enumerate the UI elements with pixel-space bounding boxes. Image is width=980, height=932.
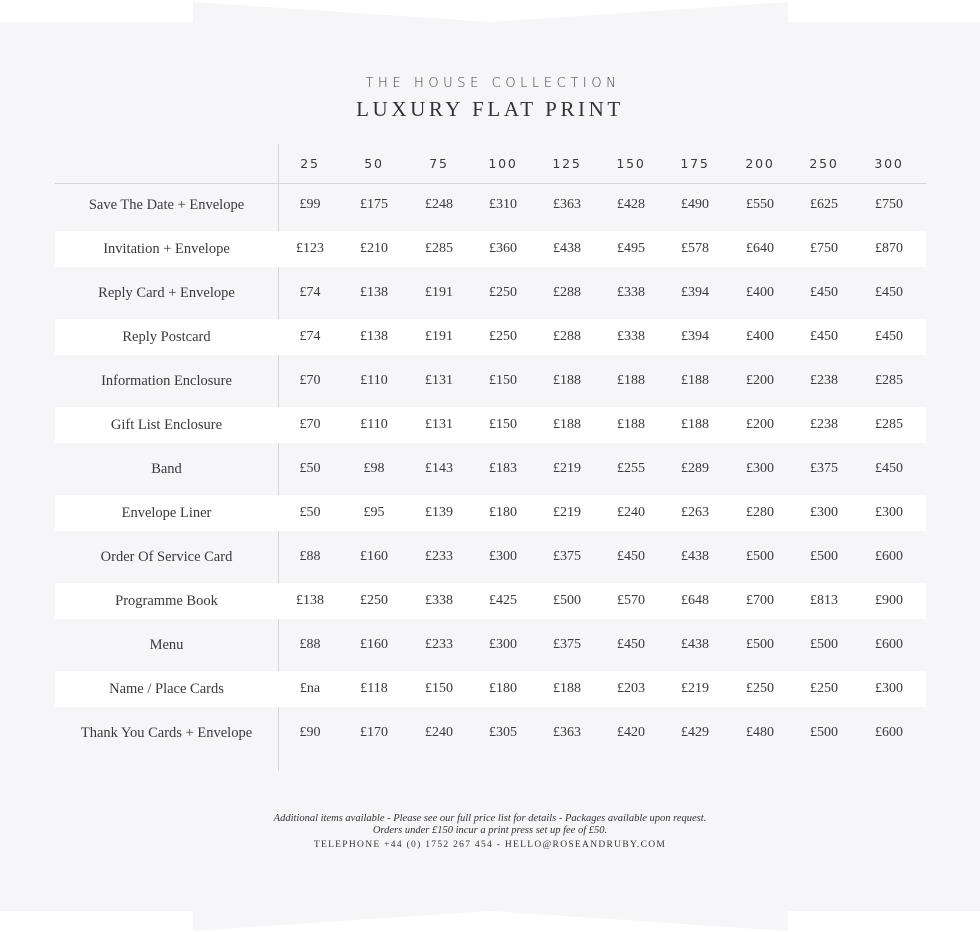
price-cell: £238 bbox=[810, 417, 838, 432]
price-cell: £138 bbox=[296, 593, 324, 608]
price-cell: £490 bbox=[681, 197, 709, 212]
price-cell: £750 bbox=[810, 241, 838, 256]
price-cell: £180 bbox=[489, 505, 517, 520]
price-cell: £285 bbox=[875, 417, 903, 432]
table-row bbox=[55, 363, 926, 399]
price-cell: £88 bbox=[299, 549, 321, 564]
price-cell: £248 bbox=[425, 197, 453, 212]
price-cell: £480 bbox=[746, 725, 774, 740]
table-row bbox=[55, 231, 926, 267]
quantity-header-7: 200 bbox=[745, 156, 775, 171]
price-cell: £450 bbox=[875, 461, 903, 476]
price-cell: £250 bbox=[360, 593, 388, 608]
price-cell: £131 bbox=[425, 417, 453, 432]
price-cell: £438 bbox=[681, 549, 709, 564]
item-name: Save The Date + Envelope bbox=[88, 197, 245, 213]
price-cell: £280 bbox=[746, 505, 774, 520]
price-cell: £188 bbox=[617, 373, 645, 388]
price-cell: £600 bbox=[875, 549, 903, 564]
price-cell: £363 bbox=[553, 725, 581, 740]
price-cell: £400 bbox=[746, 329, 774, 344]
item-name: Name / Place Cards bbox=[109, 681, 224, 697]
item-name: Envelope Liner bbox=[121, 505, 212, 521]
price-cell: £310 bbox=[489, 197, 517, 212]
price-cell: £338 bbox=[617, 329, 645, 344]
price-cell: £250 bbox=[489, 329, 517, 344]
price-cell: £118 bbox=[360, 681, 388, 696]
item-name: Menu bbox=[149, 637, 184, 653]
price-cell: £188 bbox=[553, 373, 581, 388]
price-cell: £870 bbox=[875, 241, 903, 256]
price-cell: £110 bbox=[360, 373, 388, 388]
price-cell: £170 bbox=[360, 725, 388, 740]
price-cell: £188 bbox=[681, 373, 709, 388]
price-cell: £300 bbox=[875, 505, 903, 520]
price-cell: £98 bbox=[363, 461, 385, 476]
price-cell: £219 bbox=[553, 461, 581, 476]
price-cell: £219 bbox=[681, 681, 709, 696]
quantity-header-6: 175 bbox=[680, 156, 710, 171]
price-cell: £450 bbox=[875, 285, 903, 300]
price-cell: £450 bbox=[875, 329, 903, 344]
price-cell: £500 bbox=[810, 725, 838, 740]
price-cell: £394 bbox=[681, 285, 709, 300]
quantity-header-5: 150 bbox=[616, 156, 646, 171]
price-cell: £70 bbox=[299, 417, 321, 432]
price-cell: £160 bbox=[360, 549, 388, 564]
price-cell: £300 bbox=[875, 681, 903, 696]
price-cell: £160 bbox=[360, 637, 388, 652]
price-cell: £375 bbox=[553, 549, 581, 564]
price-cell: £500 bbox=[810, 549, 838, 564]
price-cell: £375 bbox=[553, 637, 581, 652]
price-cell: £425 bbox=[489, 593, 517, 608]
footer-contact: TELEPHONE +44 (0) 1752 267 454 - HELLO@ROSEANDRUBY.COM bbox=[313, 840, 667, 850]
page-title: LUXURY FLAT PRINT bbox=[356, 97, 624, 121]
price-cell: £na bbox=[299, 681, 321, 696]
table-row bbox=[55, 319, 926, 355]
price-cell: £648 bbox=[681, 593, 709, 608]
price-cell: £70 bbox=[299, 373, 321, 388]
table-row bbox=[55, 451, 926, 487]
price-cell: £150 bbox=[489, 417, 517, 432]
quantity-header-9: 300 bbox=[874, 156, 904, 171]
item-name: Invitation + Envelope bbox=[103, 241, 230, 257]
quantity-header-4: 125 bbox=[552, 156, 582, 171]
item-name: Band bbox=[151, 461, 182, 477]
price-cell: £250 bbox=[489, 285, 517, 300]
price-cell: £99 bbox=[299, 197, 321, 212]
item-name: Reply Postcard bbox=[122, 329, 211, 345]
price-cell: £450 bbox=[617, 637, 645, 652]
price-cell: £238 bbox=[810, 373, 838, 388]
price-cell: £375 bbox=[810, 461, 838, 476]
price-cell: £74 bbox=[299, 329, 321, 344]
price-cell: £131 bbox=[425, 373, 453, 388]
item-name: Order Of Service Card bbox=[100, 549, 233, 565]
price-cell: £363 bbox=[553, 197, 581, 212]
table-row bbox=[55, 539, 926, 575]
table-row bbox=[55, 407, 926, 443]
quantity-header-row bbox=[0, 148, 980, 178]
quantity-header-0: 25 bbox=[300, 156, 320, 171]
price-cell: £188 bbox=[617, 417, 645, 432]
price-cell: £420 bbox=[617, 725, 645, 740]
price-cell: £438 bbox=[553, 241, 581, 256]
price-cell: £900 bbox=[875, 593, 903, 608]
price-cell: £300 bbox=[810, 505, 838, 520]
table-row bbox=[55, 715, 926, 751]
price-cell: £219 bbox=[553, 505, 581, 520]
price-cell: £88 bbox=[299, 637, 321, 652]
price-cell: £250 bbox=[746, 681, 774, 696]
price-cell: £95 bbox=[363, 505, 385, 520]
price-cell: £500 bbox=[746, 637, 774, 652]
price-cell: £500 bbox=[810, 637, 838, 652]
header bbox=[0, 76, 980, 122]
price-cell: £233 bbox=[425, 549, 453, 564]
price-cell: £300 bbox=[489, 637, 517, 652]
price-cell: £50 bbox=[299, 505, 321, 520]
quantity-header-8: 250 bbox=[809, 156, 839, 171]
price-cell: £255 bbox=[617, 461, 645, 476]
price-cell: £240 bbox=[617, 505, 645, 520]
price-cell: £495 bbox=[617, 241, 645, 256]
table-row bbox=[55, 275, 926, 311]
price-cell: £240 bbox=[425, 725, 453, 740]
price-cell: £180 bbox=[489, 681, 517, 696]
price-cell: £500 bbox=[746, 549, 774, 564]
price-cell: £300 bbox=[746, 461, 774, 476]
price-cell: £285 bbox=[875, 373, 903, 388]
price-cell: £191 bbox=[425, 329, 453, 344]
price-cell: £500 bbox=[553, 593, 581, 608]
price-cell: £305 bbox=[489, 725, 517, 740]
price-cell: £813 bbox=[810, 593, 838, 608]
price-cell: £138 bbox=[360, 329, 388, 344]
price-cell: £183 bbox=[489, 461, 517, 476]
price-cell: £150 bbox=[489, 373, 517, 388]
price-cell: £300 bbox=[489, 549, 517, 564]
price-cell: £625 bbox=[810, 197, 838, 212]
price-cell: £188 bbox=[553, 681, 581, 696]
price-cell: £200 bbox=[746, 373, 774, 388]
price-cell: £288 bbox=[553, 285, 581, 300]
price-cell: £90 bbox=[299, 725, 321, 740]
price-cell: £600 bbox=[875, 725, 903, 740]
price-cell: £285 bbox=[425, 241, 453, 256]
price-cell: £394 bbox=[681, 329, 709, 344]
price-cell: £400 bbox=[746, 285, 774, 300]
price-cell: £188 bbox=[681, 417, 709, 432]
price-cell: £143 bbox=[425, 461, 453, 476]
item-name: Programme Book bbox=[115, 593, 218, 609]
price-cell: £233 bbox=[425, 637, 453, 652]
price-cell: £338 bbox=[617, 285, 645, 300]
price-cell: £250 bbox=[810, 681, 838, 696]
item-name: Reply Card + Envelope bbox=[98, 285, 235, 301]
price-cell: £74 bbox=[299, 285, 321, 300]
price-cell: £438 bbox=[681, 637, 709, 652]
price-cell: £640 bbox=[746, 241, 774, 256]
footer-note-setup-fee: Orders under £150 incur a print press set up fee of £50. bbox=[372, 825, 608, 836]
price-cell: £200 bbox=[746, 417, 774, 432]
price-cell: £175 bbox=[360, 197, 388, 212]
price-cell: £191 bbox=[425, 285, 453, 300]
footer bbox=[0, 813, 980, 850]
price-cell: £428 bbox=[617, 197, 645, 212]
price-cell: £203 bbox=[617, 681, 645, 696]
quantity-header-3: 100 bbox=[488, 156, 518, 171]
item-name: Thank You Cards + Envelope bbox=[80, 725, 253, 741]
table-row bbox=[55, 671, 926, 707]
price-cell: £50 bbox=[299, 461, 321, 476]
price-cell: £289 bbox=[681, 461, 709, 476]
footer-note-additional: Additional items available - Please see our full price list for details - Packages available upon request. bbox=[273, 813, 707, 824]
price-cell: £110 bbox=[360, 417, 388, 432]
quantity-header-1: 50 bbox=[364, 156, 384, 171]
price-cell: £750 bbox=[875, 197, 903, 212]
price-cell: £450 bbox=[810, 285, 838, 300]
price-cell: £263 bbox=[681, 505, 709, 520]
table-row bbox=[55, 627, 926, 663]
quantity-header-2: 75 bbox=[429, 156, 449, 171]
price-cell: £450 bbox=[617, 549, 645, 564]
price-cell: £578 bbox=[681, 241, 709, 256]
price-cell: £139 bbox=[425, 505, 453, 520]
price-cell: £600 bbox=[875, 637, 903, 652]
table-row bbox=[55, 187, 926, 223]
table-row bbox=[55, 583, 926, 619]
price-cell: £138 bbox=[360, 285, 388, 300]
price-cell: £450 bbox=[810, 329, 838, 344]
price-cell: £700 bbox=[746, 593, 774, 608]
price-cell: £150 bbox=[425, 681, 453, 696]
price-cell: £123 bbox=[296, 241, 324, 256]
item-name: Information Enclosure bbox=[101, 373, 232, 389]
price-cell: £570 bbox=[617, 593, 645, 608]
header-rule bbox=[55, 183, 926, 184]
table-row bbox=[55, 495, 926, 531]
price-cell: £338 bbox=[425, 593, 453, 608]
price-cell: £550 bbox=[746, 197, 774, 212]
price-cell: £429 bbox=[681, 725, 709, 740]
price-cell: £210 bbox=[360, 241, 388, 256]
price-cell: £188 bbox=[553, 417, 581, 432]
item-name: Gift List Enclosure bbox=[110, 417, 223, 433]
collection-name: THE HOUSE COLLECTION bbox=[365, 76, 621, 91]
price-cell: £360 bbox=[489, 241, 517, 256]
price-cell: £288 bbox=[553, 329, 581, 344]
